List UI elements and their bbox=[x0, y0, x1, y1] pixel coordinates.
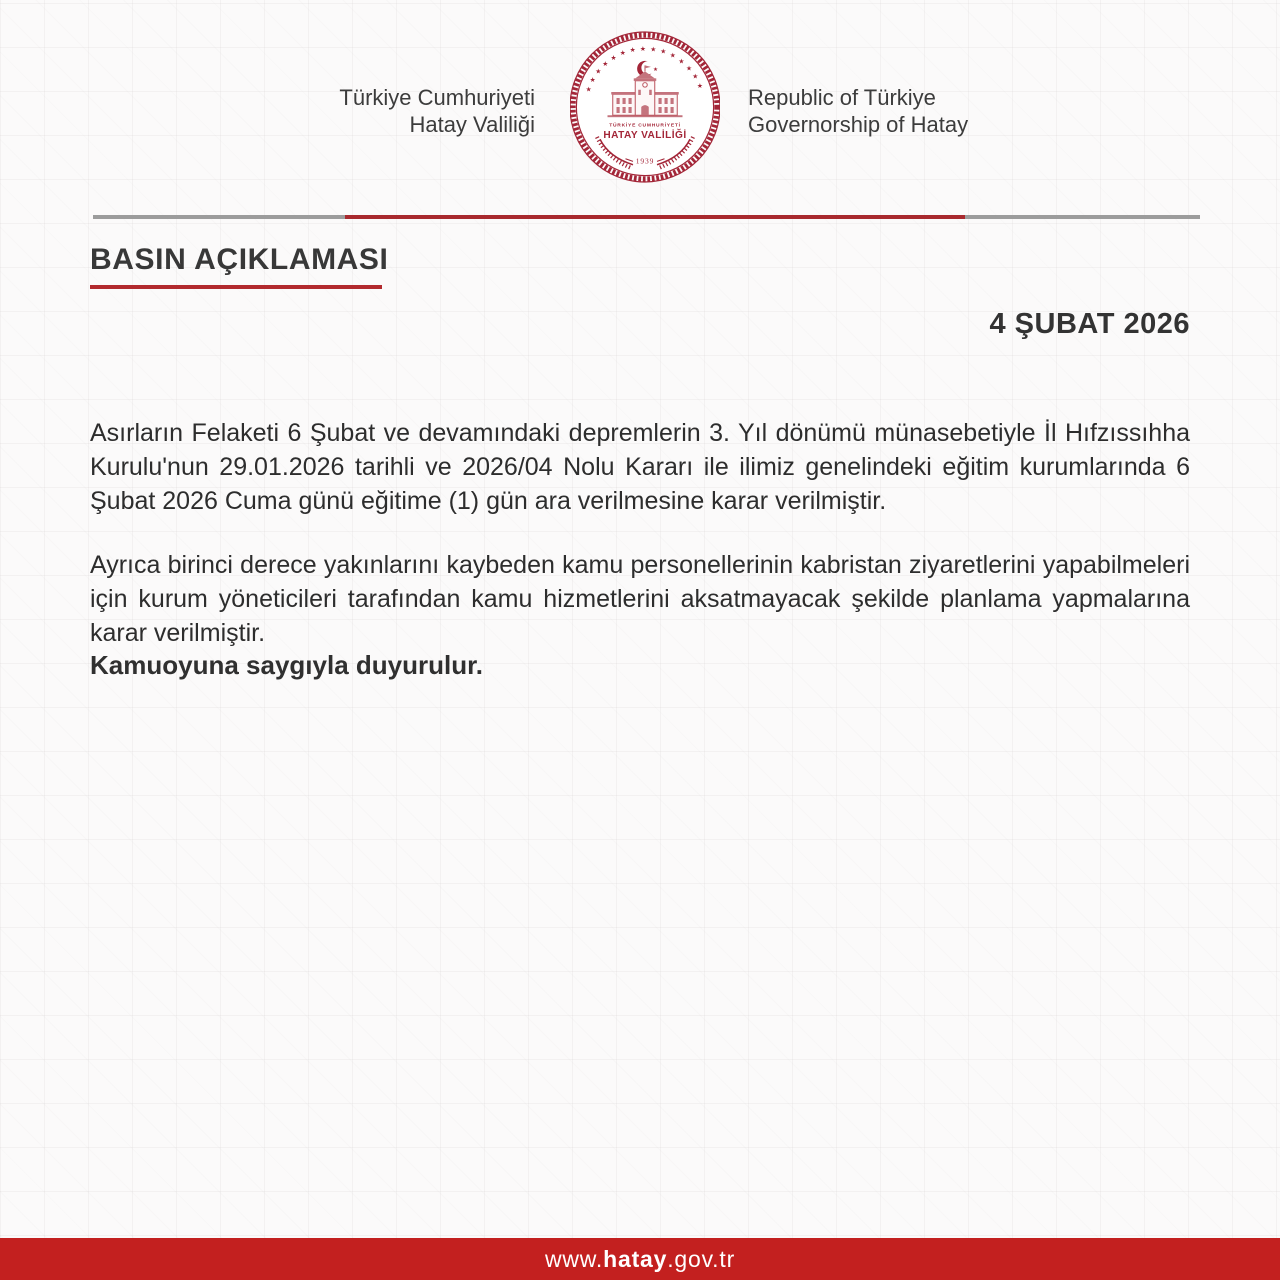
org-name-english bbox=[748, 84, 968, 138]
svg-text:★: ★ bbox=[602, 59, 609, 68]
svg-text:★: ★ bbox=[678, 57, 685, 66]
header-divider bbox=[93, 215, 1200, 219]
body-paragraph-1: Asırların Felaketi 6 Şubat ve devamındaki depremlerin 3. Yıl dönümü münasebetiyle İl Hıfzıssıhha Kurulu'nun 29.01.2026 tarihli ve 2026/04 Nolu Kararı ile ilimiz genelindeki eğitim kurumlarında 6 Şubat 2026 Cuma günü eğitime (1) gün ara verilmesine karar verilmiştir. bbox=[90, 419, 1190, 515]
closing-line: Kamuoyuna saygıyla duyurulur. bbox=[90, 650, 483, 680]
document-date: 4 ŞUBAT 2026 bbox=[989, 308, 1190, 340]
svg-text:★: ★ bbox=[629, 46, 636, 55]
header-divider-red-segment bbox=[345, 215, 965, 219]
svg-text:★: ★ bbox=[619, 49, 626, 58]
hatay-governorship-seal bbox=[570, 28, 720, 186]
svg-text:★: ★ bbox=[595, 67, 602, 76]
svg-text:★: ★ bbox=[669, 51, 676, 60]
footer-url-prefix: www. bbox=[544, 1245, 604, 1272]
svg-text:★: ★ bbox=[589, 76, 596, 85]
svg-text:★: ★ bbox=[652, 67, 659, 73]
footer-url-domain: hatay bbox=[603, 1245, 668, 1272]
svg-text:★: ★ bbox=[585, 85, 592, 94]
svg-text:★: ★ bbox=[610, 53, 617, 62]
org-name-en-line1: Republic of Türkiye bbox=[748, 85, 936, 110]
body-paragraph-2: Ayrıca birinci derece yakınlarını kaybeden kamu personellerinin kabristan ziyaretlerini yapabilmeleri için kurum yöneticileri tarafından kamu hizmetlerini aksatmayacak şekilde planlama yapmalarına karar verilmiştir. bbox=[90, 551, 1190, 647]
svg-text:★: ★ bbox=[685, 64, 693, 73]
svg-text:★: ★ bbox=[692, 72, 699, 81]
footer-url-suffix: .gov.tr bbox=[667, 1245, 736, 1272]
title-underline bbox=[90, 285, 382, 289]
svg-text:★: ★ bbox=[696, 81, 703, 90]
org-name-tr-line1: Türkiye Cumhuriyeti bbox=[339, 85, 535, 110]
seal-year: 1939 bbox=[635, 156, 655, 166]
seal-top-text: TÜRKİYE CUMHURİYETİ bbox=[609, 123, 681, 129]
svg-text:★: ★ bbox=[639, 44, 646, 53]
seal-name-text: HATAY VALİLİĞİ bbox=[603, 129, 687, 141]
org-name-en-line2: Governorship of Hatay bbox=[748, 112, 969, 137]
org-name-turkish bbox=[339, 84, 535, 138]
svg-text:★: ★ bbox=[650, 45, 657, 54]
seal-icon bbox=[570, 28, 720, 186]
footer-url bbox=[545, 1246, 735, 1273]
svg-text:★: ★ bbox=[660, 47, 667, 56]
org-name-tr-line2: Hatay Valiliği bbox=[409, 112, 535, 137]
page-title: BASIN AÇIKLAMASI bbox=[90, 243, 389, 276]
footer-bar bbox=[0, 1238, 1280, 1280]
